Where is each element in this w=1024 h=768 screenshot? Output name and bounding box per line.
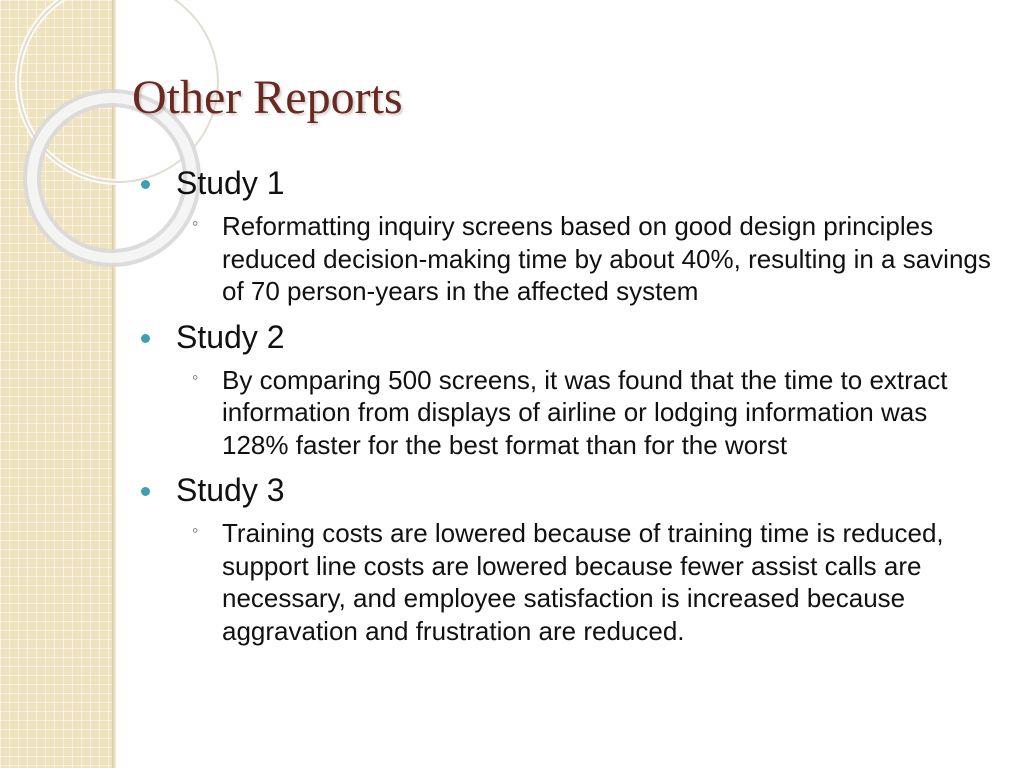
bullet-icon [141,487,150,496]
study-detail-item [140,210,1000,308]
study-label: Study 2 [176,318,285,355]
bullet-icon [141,334,150,343]
study-label: Study 3 [176,472,285,508]
study-detail-item [140,364,1000,462]
study-detail-item [140,517,1000,647]
bullet-icon [141,180,150,189]
study-item-2 [140,314,1000,462]
study-detail: By comparing 500 screens, it was found that the time to extract information from displays of airline or lodging information was 128% faster for the best format than for the worst [222,364,948,460]
study-item-1 [140,160,1000,308]
sub-bullet-icon: ◦ [192,366,199,387]
study-label: Study 1 [176,165,285,201]
band-edge [112,0,116,768]
study-detail: Reformatting inquiry screens based on good design principles reduced decision-making time by about 40%, resulting in a savings of 70 person-years in the affected system [222,211,991,306]
decorative-grid-band [0,0,112,768]
slide-content [140,160,1000,653]
study-detail: Training costs are lowered because of training time is reduced, support line costs are lowered because fewer assist calls are necessary, and employee satisfaction is increased because aggravation and frustration are reduced. [222,518,944,646]
study-list [140,160,1000,647]
slide-title: Other Reports [132,71,403,124]
study-item-3 [140,467,1000,647]
sub-bullet-icon: ◦ [192,213,199,233]
sub-bullet-icon: ◦ [192,520,199,540]
